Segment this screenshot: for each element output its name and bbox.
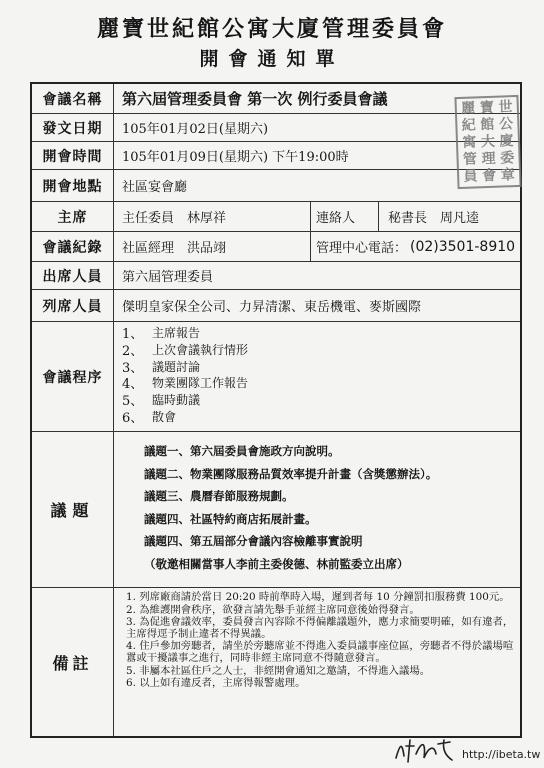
- seal-char: 管: [462, 151, 478, 168]
- row-meeting-time: [32, 142, 520, 170]
- value-attendees: 第六屆管理委員: [122, 270, 214, 285]
- issue-list: [144, 440, 437, 575]
- row-meeting-place: [32, 166, 520, 202]
- note-item: 4. 住戶參加旁聽者，請坐於旁聽席並不得進入委員議事座位區，旁聽者不得於議場喧囂或干擾議事之進行，同時非經主席同意不得隨意發言。: [126, 640, 514, 664]
- value-meeting-place: 社區宴會廳: [122, 180, 188, 195]
- seal-char: 公: [498, 116, 514, 133]
- label-issues: 議題: [32, 432, 114, 587]
- agenda-item-text: 散會: [152, 409, 177, 424]
- issue-item: 議題四、社區特約商店拓展計畫。: [144, 511, 317, 526]
- label-attendees: 出席人員: [32, 262, 114, 289]
- row-issues: [32, 432, 520, 588]
- divider-vertical: [378, 202, 379, 231]
- row-attendees: [32, 262, 520, 290]
- seal-char: 麗: [460, 100, 476, 118]
- value-meeting-time: 105年01月09日(星期六) 下午19:00時: [122, 150, 349, 165]
- note-item: 2. 為維護開會秩序，欲發言請先舉手並經主席同意後始得發言。: [126, 603, 420, 616]
- seal-char: 紀: [461, 117, 477, 135]
- issue-item: 議題二、物業團隊服務品質效率提升計畫（含獎懲辦法）。: [144, 466, 438, 481]
- seal-char: 章: [500, 166, 516, 184]
- seal-char: 員: [463, 167, 478, 185]
- agenda-item-text: 上次會議執行情形: [152, 342, 249, 357]
- issue-item: 議題三、農曆春節服務規劃。: [144, 489, 294, 504]
- seal-char: 寓: [462, 134, 477, 151]
- label-meeting-name: 會議名稱: [32, 84, 114, 113]
- agenda-item-number: 5、: [122, 394, 144, 410]
- label-agenda: 會議程序: [32, 322, 114, 431]
- agenda-item-number: 2、: [122, 343, 144, 359]
- label-meeting-time: 開會時間: [32, 142, 114, 169]
- label-issue-date: 發文日期: [32, 114, 114, 141]
- agenda-item-text: 主席報告: [152, 325, 201, 340]
- seal-char: 理: [481, 150, 496, 168]
- row-agenda: [32, 322, 520, 432]
- label-contact: 連絡人: [316, 211, 356, 226]
- watermark-url: http://ibeta.tw: [462, 748, 541, 761]
- agenda-item-number: 6、: [122, 410, 144, 426]
- official-seal: [454, 95, 521, 189]
- value-contact: 秘書長 周凡逵: [388, 211, 480, 226]
- label-chair: 主席: [32, 202, 114, 231]
- agenda-item: [122, 391, 248, 408]
- row-notes: [32, 588, 520, 736]
- agenda-item-text: 物業團隊工作報告: [152, 376, 249, 391]
- row-chair: [32, 202, 520, 232]
- note-list: [126, 592, 516, 691]
- seal-char: 委: [499, 149, 515, 167]
- row-meeting-name: [32, 84, 520, 118]
- note-item: 6. 以上如有違反者，主席得報警處理。: [126, 677, 306, 690]
- value-issue-date: 105年01月02日(星期六): [122, 122, 269, 137]
- row-recorder: [32, 232, 520, 262]
- agenda-item: [122, 408, 248, 425]
- issue-item: （敬邀相關當事人李前主委俊德、林前監委立出席）: [144, 556, 409, 571]
- divider-vertical: [310, 232, 311, 261]
- row-observers: [32, 290, 520, 322]
- issue-item: 議題四、第五屆部分會議內容檢離事實說明: [144, 534, 363, 549]
- seal-char: 會: [481, 167, 497, 184]
- seal-char: 世: [498, 99, 513, 116]
- seal-char: 館: [480, 116, 495, 134]
- agenda-item: [122, 324, 248, 341]
- seal-char: 寶: [479, 100, 495, 117]
- value-recorder: 社區經理 洪品翊: [122, 241, 227, 256]
- agenda-item: [122, 358, 248, 375]
- note-item: 3. 為促進會議效率，委員發言內容除不得偏離議題外，應力求簡要明確，如有違者，主席得逕予制止違者不得異議。: [126, 616, 514, 640]
- agenda-list: [122, 324, 248, 425]
- notice-table: [30, 82, 522, 738]
- handwritten-signature: [392, 736, 456, 764]
- agenda-item-number: 4、: [122, 377, 144, 393]
- value-meeting-name: 第六屆管理委員會 第一次 例行委員會議: [122, 90, 388, 108]
- value-office-phone: (02)3501-8910: [410, 238, 516, 255]
- issue-item: 議題一、第六屆委員會施政方向說明。: [144, 444, 340, 459]
- divider-vertical: [310, 202, 311, 231]
- agenda-item-number: 1、: [122, 326, 144, 342]
- seal-char: 廈: [499, 133, 514, 150]
- agenda-item: [122, 374, 248, 391]
- label-meeting-place: 開會地點: [32, 170, 114, 201]
- label-office-phone: 管理中心電話：: [316, 241, 408, 256]
- notice-subtitle: 開會通知單: [199, 48, 345, 70]
- value-observers: 傑明皇家保全公司、力昇清潔、東岳機電、麥斯國際: [122, 300, 422, 315]
- label-recorder: 會議紀錄: [32, 232, 114, 261]
- agenda-item-text: 臨時動議: [152, 393, 201, 408]
- note-item: 1. 列席廠商請於當日 20:20 時前準時入場，遲到者每 10 分鐘罰扣服務費 100元。: [126, 591, 510, 603]
- agenda-item: [122, 341, 248, 358]
- label-observers: 列席人員: [32, 290, 114, 321]
- value-chair: 主任委員 林厚祥: [122, 211, 227, 226]
- label-notes: 備註: [32, 588, 114, 736]
- row-issue-date: [32, 114, 520, 142]
- seal-char: 大: [480, 133, 496, 151]
- agenda-item-number: 3、: [122, 360, 144, 376]
- note-item: 5. 非屬本社區住戶之人士，非經開會通知之邀請，不得進入議場。: [126, 664, 431, 677]
- agenda-item-text: 議題討論: [152, 359, 201, 374]
- notice-title: 麗寶世紀館公寓大廈管理委員會: [96, 16, 447, 42]
